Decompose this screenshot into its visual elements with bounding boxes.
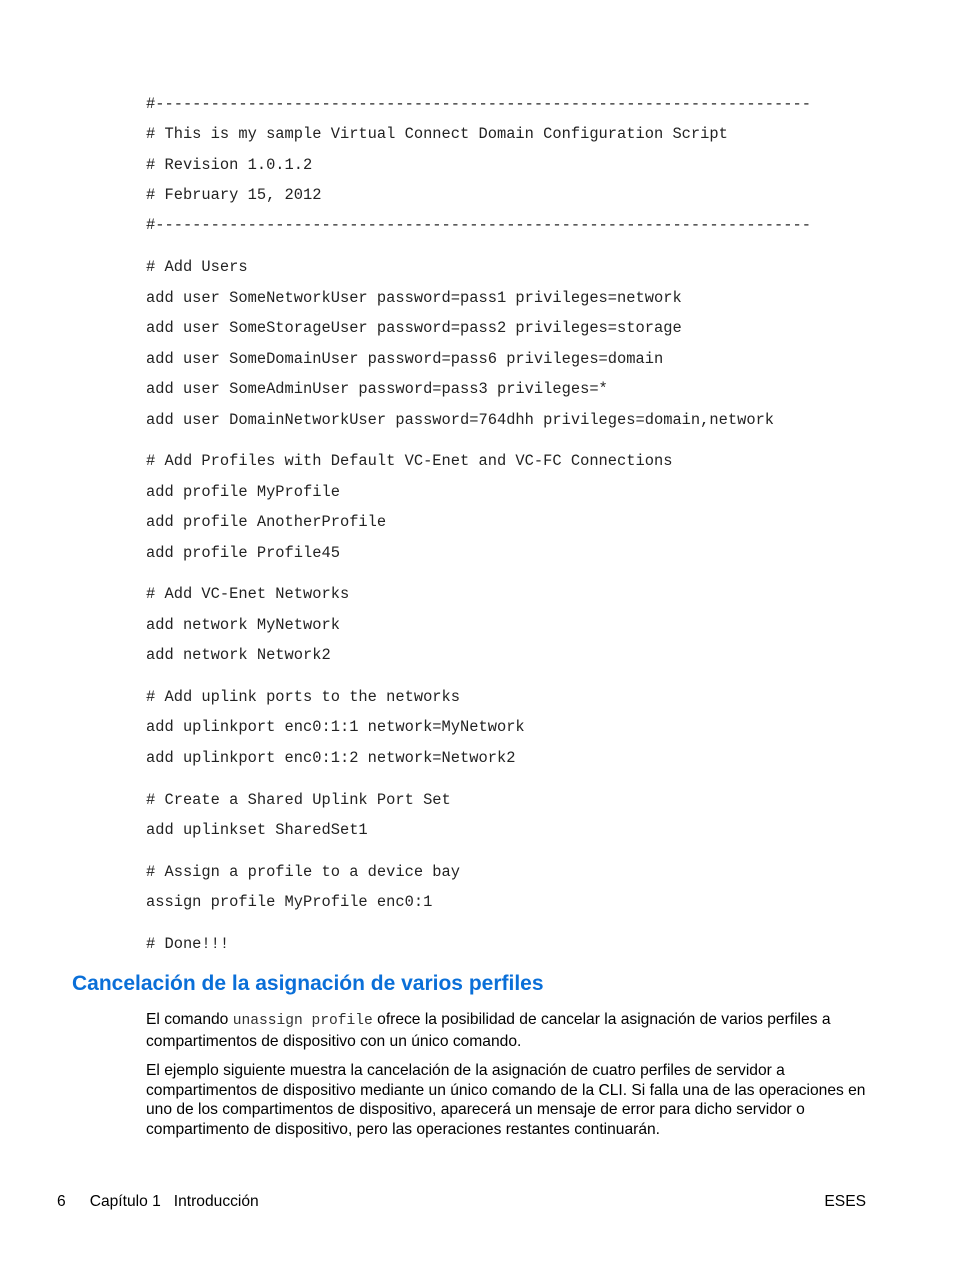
code-line: # February 15, 2012 <box>146 186 322 204</box>
code-line: # Add uplink ports to the networks <box>146 688 461 706</box>
code-line: # Assign a profile to a device bay <box>146 863 461 881</box>
code-line: add network Network2 <box>146 646 331 664</box>
paragraph-text: El comando <box>146 1011 233 1028</box>
chapter-label: Capítulo 1 Introducción <box>89 1193 259 1210</box>
code-line: # Create a Shared Uplink Port Set <box>146 791 451 809</box>
paragraph-example: El ejemplo siguiente muestra la cancelación de la asignación de cuatro perfiles de servidor a compartimentos de dispositivo mediante un único comando de la CLI. Si falla una de las operaciones en uno de los compartimentos de dispositivo, aparecerá un mensaje de error para dicho servidor o compartimento de dispositivo, pero las operaciones restantes continuarán. <box>146 1062 866 1138</box>
code-line: add uplinkset SharedSet1 <box>146 821 368 839</box>
inline-code-command: unassign profile <box>232 1013 373 1029</box>
code-line: # Add Users <box>146 258 248 276</box>
code-line: # This is my sample Virtual Connect Domain Configuration Script <box>146 125 728 143</box>
code-line: add profile Profile45 <box>146 544 340 562</box>
code-line: add user SomeDomainUser password=pass6 privileges=domain <box>146 350 664 368</box>
code-line: #----------------------------------------------------------------------- <box>146 216 811 234</box>
code-line: add user DomainNetworkUser password=764dhh privileges=domain,network <box>146 411 775 429</box>
code-line: #----------------------------------------------------------------------- <box>146 95 811 113</box>
footer-locale: ESES <box>824 1193 866 1210</box>
paragraph-intro <box>146 1010 876 1051</box>
code-line: add uplinkport enc0:1:2 network=Network2 <box>146 749 516 767</box>
code-line: add network MyNetwork <box>146 616 340 634</box>
code-line: add profile AnotherProfile <box>146 513 387 531</box>
code-line: add user SomeStorageUser password=pass2 privileges=storage <box>146 319 682 337</box>
code-line: add user SomeAdminUser password=pass3 privileges=* <box>146 380 608 398</box>
code-line: # Add VC-Enet Networks <box>146 585 350 603</box>
code-line: assign profile MyProfile enc0:1 <box>146 893 433 911</box>
page-number: 6 <box>57 1193 66 1210</box>
paragraph-text: ofrece la posibilidad de cancelar la asignación de varios perfiles a compartimentos de dispositivo con un único comando. <box>146 1011 831 1050</box>
code-line: # Revision 1.0.1.2 <box>146 156 313 174</box>
footer-left <box>57 1192 259 1212</box>
code-line: add profile MyProfile <box>146 483 340 501</box>
code-line: add uplinkport enc0:1:1 network=MyNetwork <box>146 718 525 736</box>
section-heading: Cancelación de la asignación de varios perfiles <box>72 972 544 995</box>
code-line: # Add Profiles with Default VC-Enet and VC-FC Connections <box>146 452 673 470</box>
code-line: add user SomeNetworkUser password=pass1 privileges=network <box>146 289 682 307</box>
code-line: # Done!!! <box>146 935 230 953</box>
